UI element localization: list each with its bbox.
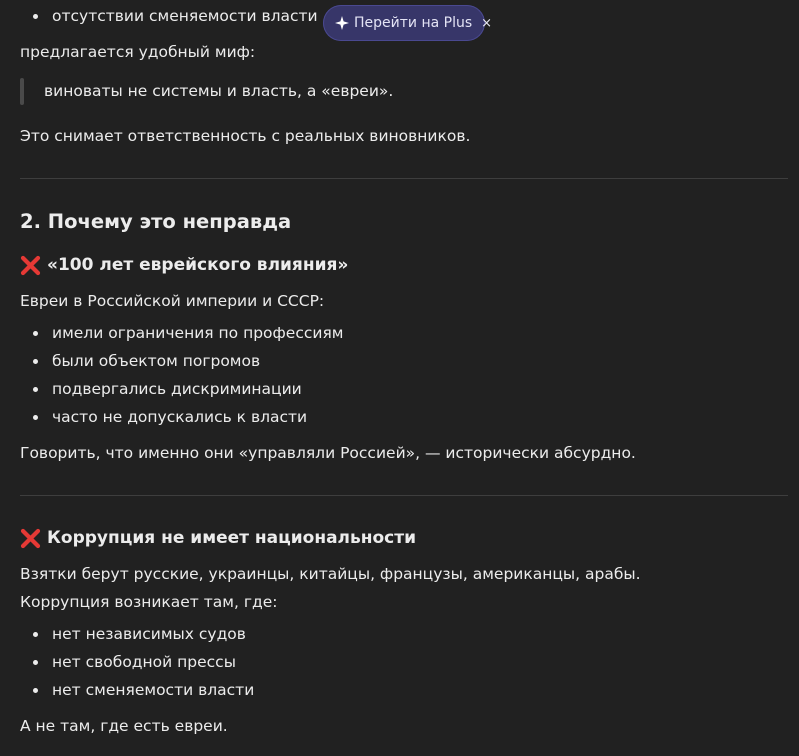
- section-heading: 2. Почему это неправда: [20, 210, 292, 233]
- list-bullet: [33, 359, 38, 364]
- block2-heading: [20, 527, 416, 549]
- list-item: подвергались дискриминации: [52, 380, 302, 398]
- cross-mark-icon: [20, 255, 41, 276]
- sparkle-icon: [335, 16, 349, 30]
- list-item: нет независимых судов: [52, 625, 246, 643]
- block1-heading-text: «100 лет еврейского влияния»: [47, 255, 349, 275]
- list-bullet: [33, 415, 38, 420]
- list-item: отсутствии сменяемости власти: [52, 7, 318, 25]
- paragraph-intro: предлагается удобный миф:: [20, 43, 256, 61]
- list-bullet: [33, 387, 38, 392]
- upgrade-plus-label[interactable]: Перейти на Plus: [354, 15, 473, 31]
- block2-line1: Взятки берут русские, украинцы, китайцы, французы, американцы, арабы.: [20, 565, 641, 583]
- list-bullet: [33, 14, 38, 19]
- list-bullet: [33, 331, 38, 336]
- blockquote-text: виноваты не системы и власть, а «евреи».: [44, 82, 394, 100]
- list-item: часто не допускались к власти: [52, 408, 308, 426]
- blockquote-bar: [20, 78, 24, 105]
- list-bullet: [33, 660, 38, 665]
- list-item: нет сменяемости власти: [52, 681, 255, 699]
- upgrade-plus-banner[interactable]: [323, 5, 493, 41]
- block1-heading: [20, 254, 348, 276]
- block2-line2: Коррупция возникает там, где:: [20, 593, 278, 611]
- list-bullet: [33, 688, 38, 693]
- divider: [20, 178, 788, 179]
- list-item: нет свободной прессы: [52, 653, 236, 671]
- list-item: имели ограничения по профессиям: [52, 324, 344, 342]
- list-bullet: [33, 632, 38, 637]
- block2-conclusion: А не там, где есть евреи.: [20, 717, 228, 735]
- divider: [20, 495, 788, 496]
- list-item: были объектом погромов: [52, 352, 261, 370]
- block2-heading-text: Коррупция не имеет национальности: [47, 528, 417, 548]
- block1-conclusion: Говорить, что именно они «управляли Россией», — исторически абсурдно.: [20, 444, 636, 462]
- cross-mark-icon: [20, 528, 41, 549]
- paragraph-after-quote: Это снимает ответственность с реальных виновников.: [20, 127, 471, 145]
- block1-lead: Евреи в Российской империи и СССР:: [20, 292, 325, 310]
- close-banner-button[interactable]: ×: [481, 15, 493, 31]
